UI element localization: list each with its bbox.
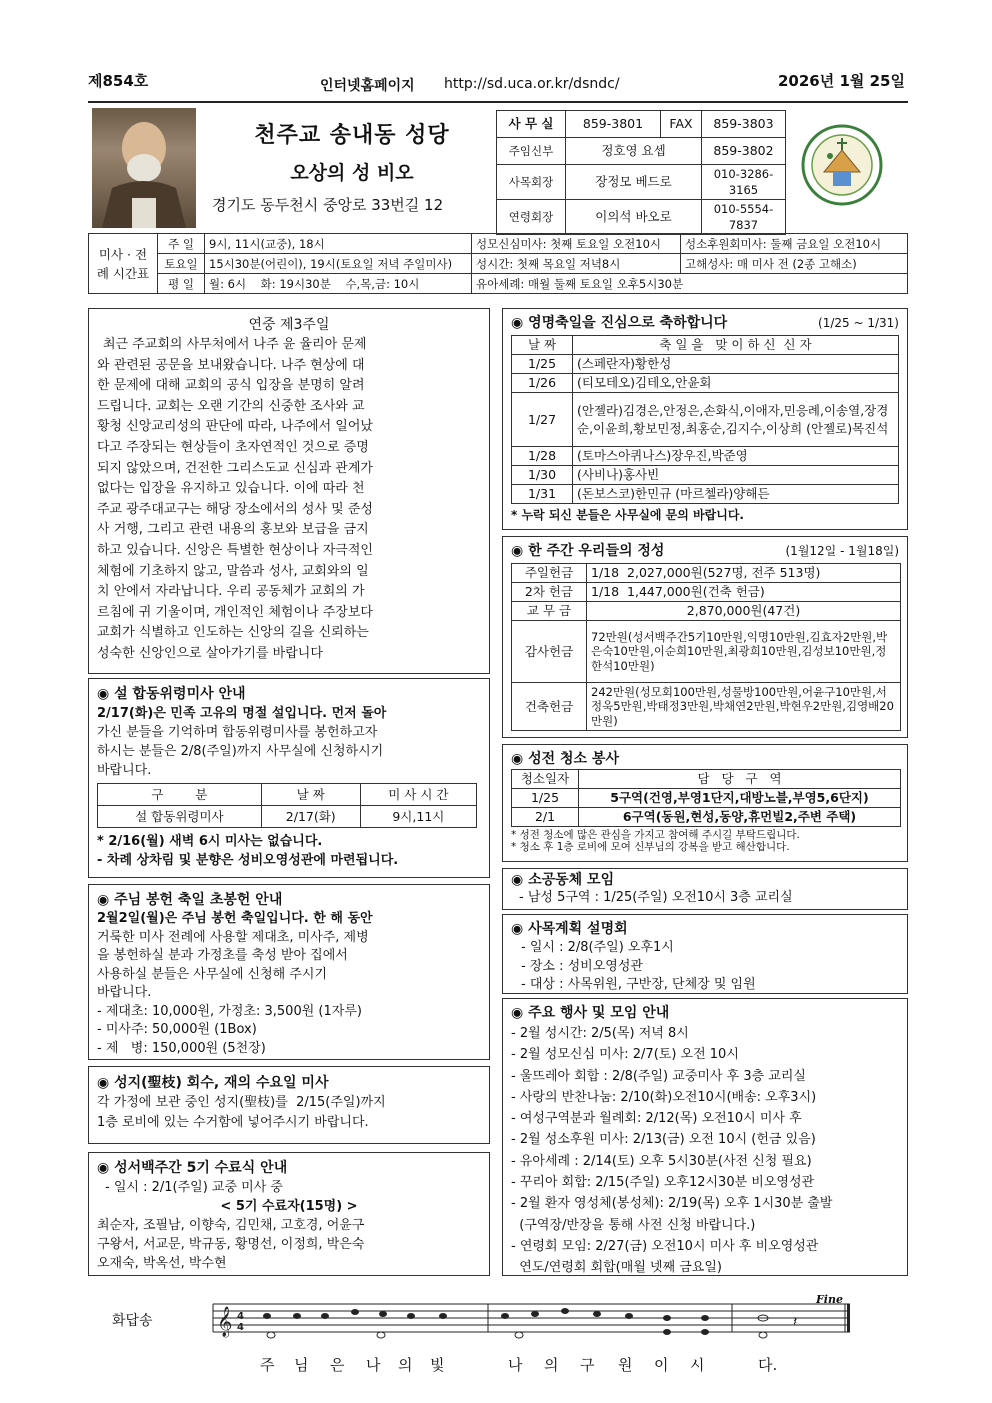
feast-names: (사비나)홍사빈 (573, 466, 899, 485)
psalm-staff (205, 1292, 855, 1352)
lyric-syllable: 원 (618, 1356, 633, 1374)
cleaning-table (511, 769, 901, 827)
seol-td: 9시,11시 (360, 806, 476, 828)
text-line: 사 거행, 그리고 관련 내용의 홍보와 보급을 금지 (97, 522, 369, 538)
offering-label: 주일헌금 (512, 564, 587, 583)
schedule-extra: 성모신심미사: 첫째 토요일 오전10시 (472, 234, 681, 254)
pastoral-plan-box (502, 914, 908, 994)
contact-table (496, 110, 786, 235)
fax-label: FAX (661, 111, 702, 138)
list-item: - 미사주: 50,000원 (1Box) (97, 1022, 257, 1037)
header-rule (88, 101, 908, 103)
text-line: 1층 로비에 있는 수거함에 넣어주시기 바랍니다. (97, 1115, 369, 1130)
schedule-times: 15시30분(어린이), 19시(토요일 저녁 주일미사) (205, 254, 472, 274)
contact-label: 주임신부 (497, 138, 566, 165)
offering-label: 건축헌금 (512, 683, 587, 731)
seol-note: - 차례 상차림 및 분향은 성비오영성관에 마련됩니다. (97, 853, 399, 868)
svg-text:𝄽: 𝄽 (793, 1314, 798, 1330)
cleaning-title: ◉ 성전 청소 봉사 (511, 751, 619, 767)
text-line: 주교 광주대교구는 해당 장소에서의 성사 및 준성 (97, 501, 373, 517)
event-item: - 유아세례 : 2/14(토) 오후 5시30분(사전 신청 필요) (511, 1153, 812, 1169)
cleaning-area: 5구역(건영,부영1단지,대방노블,부영5,6단지) (579, 789, 901, 808)
offering-label: 교 무 금 (512, 602, 587, 621)
lyric-syllable: 나 (508, 1356, 523, 1374)
palm-box (88, 1066, 490, 1144)
seol-title: ◉ 설 합동위령미사 안내 (97, 686, 246, 702)
community-line: - 남성 5구역 : 1/25(주일) 오전10시 3층 교리실 (519, 890, 793, 905)
text-line: 최근 주교회의 사무처에서 나주 윤 율리아 문제 (103, 337, 367, 352)
schedule-day: 토요일 (158, 254, 205, 274)
event-item: 연도/연령회 회합(매월 넷째 금요일) (511, 1260, 722, 1276)
event-item: - 2월 성모신심 미사: 2/7(토) 오전 10시 (511, 1047, 739, 1063)
bible-title: ◉ 성서백주간 5기 수료식 안내 (97, 1160, 288, 1176)
feast-date: 1/31 (512, 485, 573, 504)
cleaning-date: 1/25 (512, 789, 579, 808)
text-line: 2/17(화)은 민족 고유의 명절 설입니다. 먼저 돌아 (97, 706, 387, 721)
feast-date: 1/30 (512, 466, 573, 485)
feast-box (502, 308, 908, 530)
contact-label: 사목회장 (497, 165, 566, 200)
seol-note: * 2/16(월) 새벽 6시 미사는 없습니다. (97, 834, 323, 849)
names-line: 구왕서, 서교문, 박규동, 황명선, 이정희, 박은숙 (97, 1237, 365, 1252)
text-line: 교회가 식별하고 인도하는 신앙의 길을 신뢰하는 (97, 625, 369, 641)
cleaning-area: 6구역(동원,현성,동양,휴먼빌2,주변 주택) (579, 808, 901, 827)
feast-date: 1/28 (512, 447, 573, 466)
names-line: 오재숙, 박옥선, 박수현 (97, 1256, 227, 1271)
text-line: 바랍니다. (97, 763, 152, 778)
feast-th: 날 짜 (512, 336, 573, 355)
homepage-url[interactable]: http://sd.uca.or.kr/dsndc/ (444, 76, 620, 92)
text-line: 없다는 입장을 유지하고 있습니다. 이에 따라 천 (97, 481, 365, 497)
feast-note: * 누락 되신 분들은 사무실에 문의 바랍니다. (511, 508, 744, 522)
schedule-extra: 성시간: 첫째 목요일 저녁8시 (472, 254, 681, 274)
list-item: - 일시 : 2/8(주일) 오후1시 (521, 940, 674, 955)
text-line: 바랍니다. (97, 985, 152, 1000)
schedule-extra: 성소후원회미사: 둘째 금요일 오전10시 (681, 234, 908, 254)
offering-value: 2,870,000원(47건) (587, 602, 901, 621)
feast-names: (스페란자)황한성 (573, 355, 899, 374)
text-line: 드립니다. 교회는 오랜 기간의 신중한 조사와 교 (97, 398, 365, 414)
offering-value: 1/18 2,027,000원(527명, 전주 513명) (587, 564, 901, 583)
contact-value: 859-3801 (566, 111, 661, 138)
svg-text:4: 4 (237, 1322, 244, 1333)
list-item: - 제대초: 10,000원, 가정초: 3,500원 (1자루) (97, 1003, 362, 1019)
event-item: - 2월 환자 영성체(봉성체): 2/19(목) 오후 1시30분 출발 (511, 1196, 833, 1212)
events-title: ◉ 주요 행사 및 모임 안내 (511, 1005, 670, 1021)
offering-label: 2차 헌금 (512, 583, 587, 602)
fax-value: 859-3803 (702, 111, 786, 138)
text-line: 와 관련된 공문을 보내왔습니다. 나주 현상에 대 (97, 357, 365, 373)
seol-td: 2/17(화) (261, 806, 360, 828)
feast-table (511, 335, 899, 504)
lyric-syllable: 의 (398, 1356, 413, 1374)
events-box (502, 998, 908, 1276)
diocese-seal (800, 110, 884, 220)
bible-subtitle: < 5기 수료자(15명) > (220, 1199, 358, 1214)
schedule-times: 월: 6시 화: 19시30분 수,목,금: 10시 (205, 274, 472, 294)
psalm-lyrics (258, 1354, 818, 1374)
offering-value: 72만원(성서백주간5기10만원,익명10만원,김효자2만원,박은숙10만원,이순희10만원,최광희10만원,김성보10만원,정한석10만원) (587, 621, 901, 683)
pastoral-title: ◉ 사목계획 설명회 (511, 921, 628, 937)
candlemas-box (88, 884, 490, 1060)
offering-table (511, 563, 901, 731)
event-item: - 울뜨레아 회합 : 2/8(주일) 교중미사 후 3층 교리실 (511, 1068, 806, 1084)
contact-value: 장정모 베드로 (566, 165, 702, 200)
schedule-extra: 고해성사: 매 미사 전 (2종 고해소) (681, 254, 908, 274)
seol-td: 설 합동위령미사 (98, 806, 262, 828)
svg-text:𝄞: 𝄞 (217, 1307, 233, 1337)
event-item: - 연령회 모임: 2/27(금) 오전10시 미사 후 비오영성관 (511, 1238, 819, 1254)
contact-phone: 010-3286-3165 (702, 165, 786, 200)
community-box (502, 868, 908, 910)
schedule-day: 주 일 (158, 234, 205, 254)
contact-value: 이의석 바오로 (566, 200, 702, 235)
parish-address: 경기도 동두천시 중앙로 33번길 12 (212, 196, 444, 214)
parish-patron: 오상의 성 비오 (290, 162, 414, 184)
cleaning-box (502, 744, 908, 862)
text-line: 르침에 귀 기울이며, 개인적인 체험이나 주장보다 (97, 604, 373, 620)
text-line: 하고 있습니다. 신앙은 특별한 현상이나 자극적인 (97, 542, 373, 558)
cleaning-th: 담 당 구 역 (579, 770, 901, 789)
schedule-title: 미사 · 전례 시간표 (89, 234, 158, 294)
text-line: 거룩한 미사 전례에 사용할 제대초, 미사주, 제병 (97, 929, 369, 945)
schedule-extra: 유아세례: 매월 둘째 토요일 오후5시30분 (472, 274, 908, 294)
text-line: 각 가정에 보관 중인 성지(聖枝)를 2/15(주일)까지 (97, 1095, 386, 1110)
feast-names: (안젤라)김경은,안정은,손화식,이애자,민응례,이송열,장경순,이윤희,황보민정,최홍순,김지수,이상희 (안젤로)목진석 (573, 393, 899, 447)
lyric-syllable: 의 (544, 1356, 559, 1374)
event-item: (구역장/반장을 통해 사전 신청 바랍니다.) (511, 1217, 756, 1233)
community-title: ◉ 소공동체 모임 (511, 872, 615, 888)
cleaning-note: * 성전 청소에 많은 관심을 가지고 참여해 주시길 부탁드립니다. (511, 829, 800, 841)
text-line: 체험에 기초하지 않고, 말씀과 성사, 교회와의 일 (97, 563, 369, 579)
text-line: 치 안에서 자라납니다. 우리 공동체가 교회의 가 (97, 584, 365, 600)
event-item: - 2월 성소후원 미사: 2/13(금) 오전 10시 (헌금 있음) (511, 1132, 816, 1148)
feast-date: 1/26 (512, 374, 573, 393)
text-line: 다고 주장되는 현상들이 초자연적인 것으로 증명 (97, 439, 369, 455)
lyric-syllable: 은 (330, 1356, 345, 1374)
contact-phone: 859-3802 (702, 138, 786, 165)
bible-course-box (88, 1152, 490, 1276)
list-item: - 장소 : 성비오영성관 (521, 958, 643, 974)
contact-value: 정호영 요셉 (566, 138, 702, 165)
seol-memorial-box (88, 678, 490, 878)
schedule-times: 9시, 11시(교중), 18시 (205, 234, 472, 254)
offering-range: (1월12일 - 1월18일) (785, 544, 899, 558)
schedule-day: 평 일 (158, 274, 205, 294)
text-line: 사용하실 분들은 사무실에 신청해 주시기 (97, 966, 328, 982)
feast-names: (토마스아퀴나스)장우진,박준영 (573, 447, 899, 466)
feast-names: (돈보스코)한민규 (마르첼라)양해든 (573, 485, 899, 504)
event-item: - 여성구역분과 월례회: 2/12(목) 오전10시 미사 후 (511, 1111, 802, 1127)
candlemas-title: ◉ 주님 봉헌 축일 초봉헌 안내 (97, 892, 283, 908)
list-item: - 대상 : 사목위원, 구반장, 단체장 및 임원 (521, 977, 756, 992)
offering-label: 감사헌금 (512, 621, 587, 683)
contact-phone: 010-5554-7837 (702, 200, 786, 235)
names-line: 최순자, 조필남, 이향숙, 김민채, 고호경, 어윤구 (97, 1218, 365, 1233)
fine-mark: Fine (816, 1293, 843, 1306)
lyric-syllable: 다. (758, 1356, 778, 1374)
contact-label: 사 무 실 (497, 111, 566, 138)
lyric-syllable: 빛 (430, 1356, 445, 1374)
issue-number: 제854호 (88, 72, 149, 90)
seol-th: 구 분 (98, 784, 262, 806)
text-line: 2월2일(월)은 주님 봉헌 축일입니다. 한 해 동안 (97, 911, 373, 926)
feast-date: 1/25 (512, 355, 573, 374)
feast-date: 1/27 (512, 393, 573, 447)
text-line: 하시는 분들은 2/8(주일)까지 사무실에 신청하시기 (97, 744, 384, 759)
cleaning-date: 2/1 (512, 808, 579, 827)
padre-pio-portrait (92, 108, 196, 228)
psalm-label: 화답송 (112, 1313, 153, 1329)
feast-title: ◉ 영명축일을 진심으로 축하합니다 (511, 315, 728, 331)
feast-names: (티모테오)김테오,안윤회 (573, 374, 899, 393)
offering-title: ◉ 한 주간 우리들의 정성 (511, 543, 665, 559)
text-line: 한 문제에 대해 교회의 공식 입장을 분명히 알려 (97, 378, 365, 394)
contact-label: 연령회장 (497, 200, 566, 235)
homepage-label: 인터넷홈페이지 (320, 78, 415, 94)
lyric-syllable: 시 (690, 1356, 705, 1374)
editorial-box (88, 308, 490, 674)
seol-table (97, 783, 477, 828)
lyric-syllable: 구 (580, 1356, 595, 1374)
lyric-syllable: 이 (654, 1356, 669, 1374)
cleaning-th: 청소일자 (512, 770, 579, 789)
list-item: - 제 병: 150,000원 (5천장) (97, 1040, 266, 1056)
cleaning-note: * 청소 후 1층 로비에 모여 신부님의 강복을 받고 해산합니다. (511, 841, 790, 853)
offering-value: 1/18 1,447,000원(건축 헌금) (587, 583, 901, 602)
seol-th: 미 사 시 간 (360, 784, 476, 806)
seol-th: 날 짜 (261, 784, 360, 806)
feast-th: 축 일 을 맞 이 하 신 신 자 (573, 336, 899, 355)
parish-name: 천주교 송내동 성당 (254, 123, 450, 148)
text-line: 을 봉헌하실 분과 가정초를 축성 받아 집에서 (97, 948, 348, 963)
editorial-body (97, 335, 481, 665)
lyric-syllable: 나 (366, 1356, 381, 1374)
lyric-syllable: 님 (294, 1356, 309, 1374)
editorial-title: 연중 제3주일 (248, 317, 330, 333)
feast-range: (1/25 ~ 1/31) (818, 316, 899, 330)
palm-title: ◉ 성지(聖枝) 회수, 재의 수요일 미사 (97, 1075, 329, 1091)
text-line: 황청 신앙교리성의 판단에 따라, 나주에서 일어났 (97, 419, 373, 435)
event-item: - 꾸리아 회합: 2/15(주일) 오후12시30분 비오영성관 (511, 1175, 815, 1191)
text-line: 성숙한 신앙인으로 살아가기를 바랍니다 (97, 645, 323, 661)
bible-date: - 일시 : 2/1(주일) 교중 미사 중 (105, 1180, 283, 1195)
lyric-syllable: 주 (260, 1356, 275, 1374)
text-line: 가신 분들을 기억하며 합동위령미사를 봉헌하고자 (97, 725, 378, 740)
offering-box (502, 536, 908, 738)
mass-schedule-table (88, 233, 908, 294)
svg-text:4: 4 (237, 1311, 244, 1322)
issue-date: 2026년 1월 25일 (778, 72, 905, 90)
event-item: - 사랑의 반찬나눔: 2/10(화)오전10시(배송: 오후3시) (511, 1089, 817, 1105)
event-item: - 2월 성시간: 2/5(목) 저녁 8시 (511, 1026, 689, 1041)
text-line: 되지 않았으며, 건전한 그리스도교 신심과 관계가 (97, 460, 373, 476)
offering-value: 242만원(성모회100만원,성물방100만원,어윤구10만원,서정욱5만원,박태정3만원,박채연2만원,박현우2만원,김영배20만원) (587, 683, 901, 731)
